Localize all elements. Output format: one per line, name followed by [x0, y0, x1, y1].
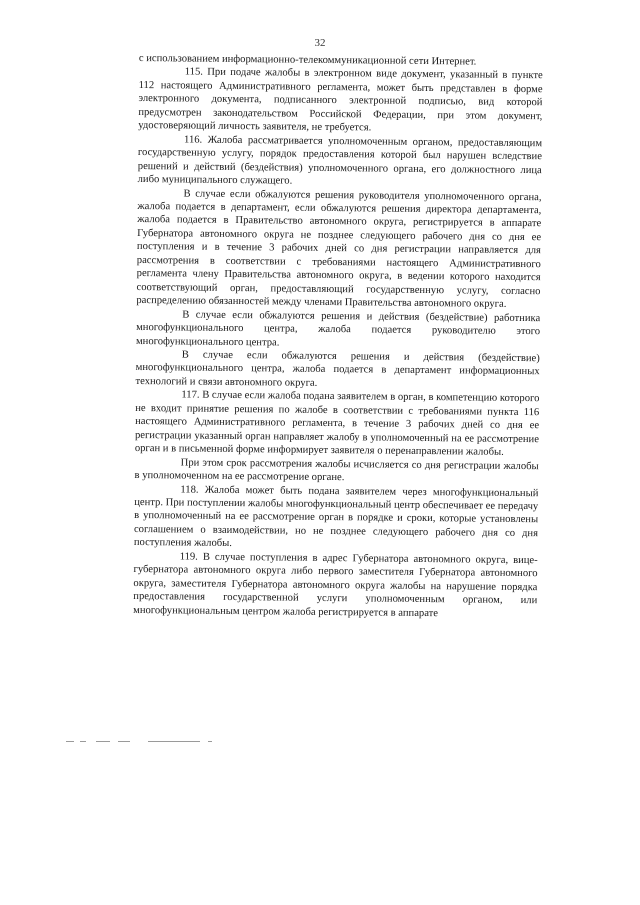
paragraph-119: 119. В случае поступления в адрес Губернатора автономного округа, вице-губернатора автономного округа либо первого заместителя Губернатора автономного округа, заместителя Губернатора автономного округа жалобы на нарушение порядка предоставления государственной услуги уполномоченным органом, или многофункциональным центром жалоба регистрируется в аппарате: [133, 551, 538, 619]
page-number: 32: [314, 37, 326, 49]
paragraph-117: 117. В случае если жалоба подана заявителем в орган, в компетенцию которого не входит принятие решения по жалобе в соответствии с требованиями пункта 116 настоящего Административного регламента, в течение 3 рабочих дней со дня ее регистрации указанный орган направляет жалобу в уполномоченный на ее рассмотрение орган и в письменной форме информирует заявителя о перенаправлении жалобы.: [134, 389, 540, 458]
paragraph-117-term: При этом срок рассмотрения жалобы исчисляется со дня регистрации жалобы в уполномоченном на ее рассмотрение органе.: [134, 457, 539, 484]
scan-mark: [118, 741, 130, 742]
scan-mark: [96, 741, 110, 742]
paragraph-115: 115. При подаче жалобы в электронном виде документ, указанный в пункте 112 настоящего Административного регламента, может быть представлен в форме электронного документа, подписанного электронной подписью, вид которой предусмотрен законодательством Российской Федерации, при этом документ, удостоверяющий личность заявителя, не требуется.: [138, 66, 543, 134]
paragraph-116-appeal-head: В случае если обжалуются решения руководителя уполномоченного органа, жалоба подается в департамент, если обжалуются решения директора департамента, жалоба подается в Правительство автономного округа, регистрируется в аппарате Губернатора автономного округа не позднее следующего рабочего дня со дня ее поступления и в течение 3 рабочих дней со дня регистрации направляется для рассмотрения в соответствии с требованиями настоящего Административного регламента члену Правительства автономного округа, в ведении которого находится соответствующий орган, предоставляющий государственную услугу, согласно распределению обязанностей между членами Правительства автономного округа.: [136, 188, 542, 311]
scan-mark: [80, 741, 86, 742]
scan-artifact-marks: [66, 741, 226, 745]
paragraph-116-appeal-center: В случае если обжалуются решения и действия (бездействие) многофункционального центра, жалоба подается в департамент информационных технологий и связи автономного округа.: [135, 349, 540, 389]
paragraph-116-appeal-worker: В случае если обжалуются решения и действия (бездействие) работника многофункционального центра, жалоба подается руководителю этого многофункционального центра.: [135, 309, 541, 349]
paragraph-118: 118. Жалоба может быть подана заявителем через многофункциональный центр. При поступлении жалобы многофункциональный центр обеспечивает ее передачу в уполномоченный на ее рассмотрение орган в порядке и сроки, которые установлены соглашением о взаимодействии, но не позднее следующего рабочего дня со дня поступления жалобы.: [133, 483, 539, 550]
paragraph-continuation: с использованием информационно-телекоммуникационной сети Интернет.: [138, 52, 477, 68]
scan-mark: [148, 741, 200, 742]
paragraph-116: 116. Жалоба рассматривается уполномоченным органом, предоставляющим государственную услугу, порядок предоставления которой был нарушен вследствие решений и действий (бездействия) уполномоченного органа, его должностного лица либо муниципального служащего.: [137, 134, 543, 187]
scan-mark: [66, 741, 74, 742]
scan-mark: [208, 741, 212, 742]
document-body: [133, 52, 543, 621]
